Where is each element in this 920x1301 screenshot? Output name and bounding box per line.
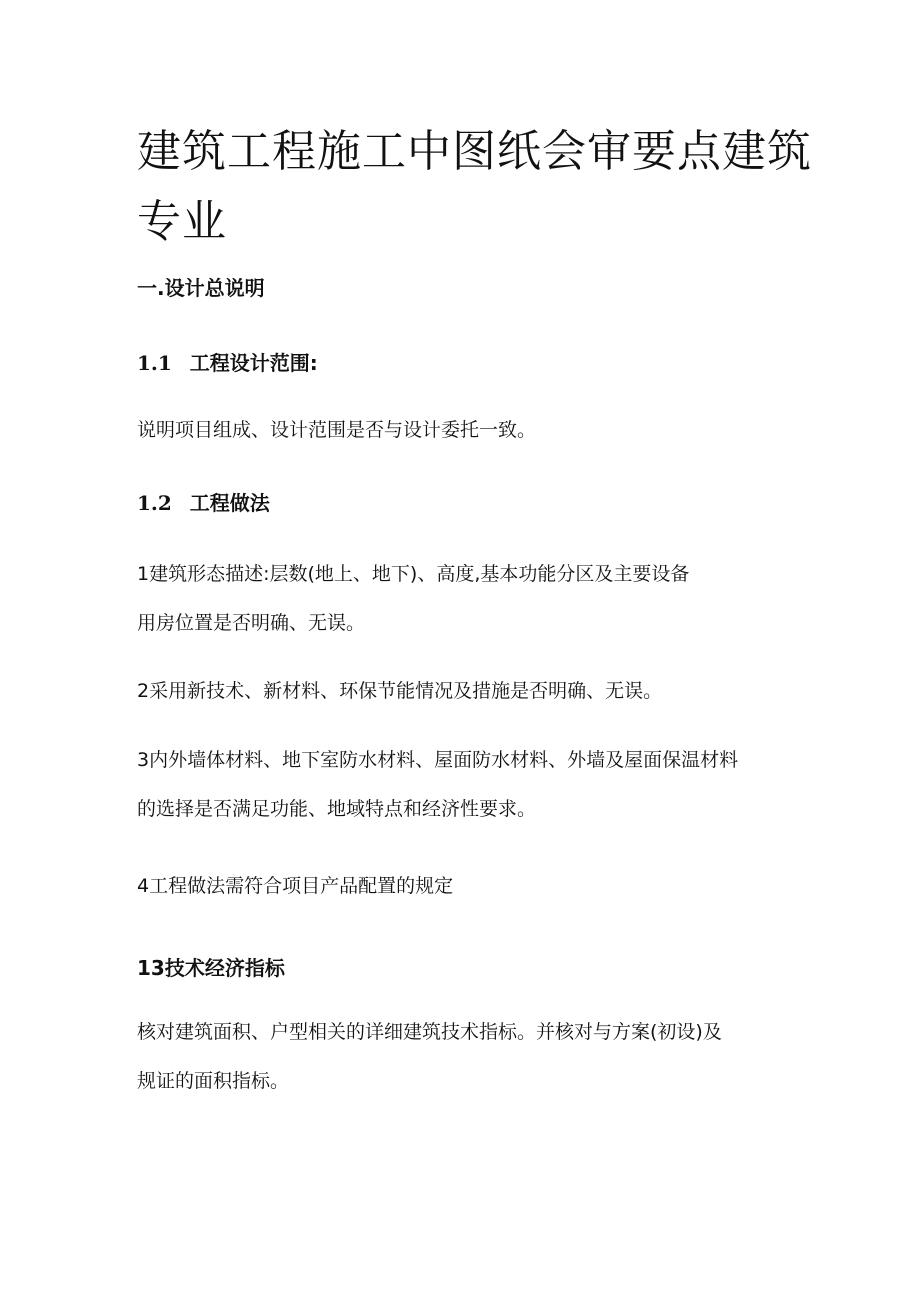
document-title-line-2: 专业 — [137, 196, 227, 247]
paragraph-design-scope: 说明项目组成、设计范围是否与设计委托一致。 — [137, 419, 537, 441]
subsection-heading-1-3: 13技术经济指标 — [137, 956, 285, 980]
subsection-title: 工程做法 — [189, 491, 270, 515]
paragraph-indicators-line-1: 核对建筑面积、户型相关的详细建筑技术指标。并核对与方案(初设)及 — [137, 1021, 722, 1043]
subsection-title: 工程设计范围: — [189, 351, 318, 375]
list-item-1-line-2: 用房位置是否明确、无误。 — [137, 612, 366, 634]
list-item-3-line-1: 3内外墙体材料、地下室防水材料、屋面防水材料、外墙及屋面保温材料 — [137, 749, 739, 771]
paragraph-indicators-line-2: 规证的面积指标。 — [137, 1070, 290, 1092]
subsection-heading-1-2 — [137, 490, 270, 516]
section-heading-design-notes: 一.设计总说明 — [137, 276, 265, 300]
list-item-3-line-2: 的选择是否满足功能、地域特点和经济性要求。 — [137, 798, 537, 820]
document-title-line-1: 建筑工程施工中图纸会审要点建筑 — [137, 126, 812, 177]
subsection-heading-1-1 — [137, 350, 318, 376]
list-item-1-line-1: 1建筑形态描述:层数(地上、地下)、高度,基本功能分区及主要设备 — [137, 563, 690, 585]
list-item-2: 2采用新技术、新材料、环保节能情况及措施是否明确、无误。 — [137, 680, 663, 702]
subsection-number: 1.1 — [137, 351, 172, 375]
list-item-4: 4工程做法需符合项目产品配置的规定 — [137, 875, 454, 897]
subsection-number: 1.2 — [137, 491, 172, 515]
